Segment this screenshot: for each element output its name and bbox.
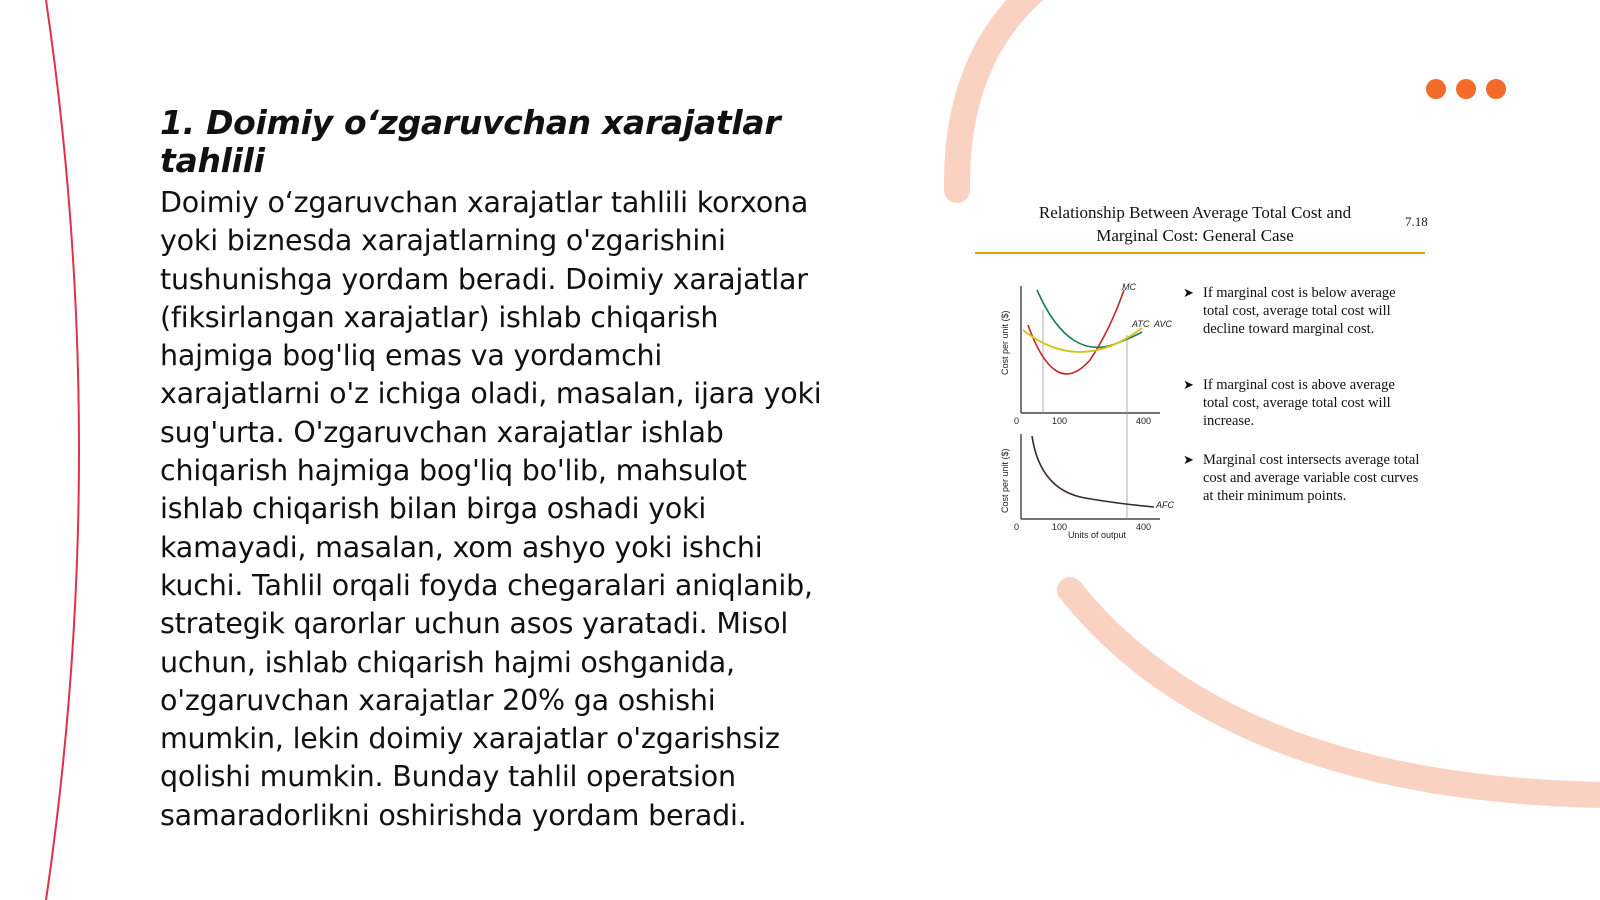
bottom-x-tick-100: 100 (1052, 522, 1068, 532)
left-accent-line (46, 0, 79, 900)
x-axis-label: Units of output (1068, 530, 1127, 540)
figure-number: 7.18 (1405, 214, 1428, 229)
figure-title (970, 201, 1420, 247)
bottom-y-axis-label: Cost per unit ($) (1000, 448, 1010, 513)
bullet-item (1183, 451, 1423, 505)
three-dots-icon (1426, 79, 1506, 99)
avc-curve (1023, 328, 1142, 352)
dot (1486, 79, 1506, 99)
atc-label: ATC (1132, 319, 1150, 329)
top-y-axis-label: Cost per unit ($) (1000, 310, 1010, 375)
mc-label: MC (1122, 282, 1136, 292)
slide-title: 1. Doimiy o‘zgaruvchan xarajatlar tahlili (160, 103, 781, 180)
decorative-arc (957, 0, 1035, 190)
figure-divider (975, 252, 1425, 254)
bottom-origin-label: 0 (1014, 522, 1020, 532)
bullet-text: If marginal cost is below average total cost, average total cost will decline toward marginal cost. (1203, 285, 1396, 337)
bottom-x-tick-400: 400 (1136, 522, 1152, 532)
bullet-item (1183, 284, 1423, 338)
arrow-bullet-icon: ➤ (1183, 377, 1194, 392)
cost-curves-figure (970, 190, 1440, 560)
slide-body-text: Doimiy o‘zgaruvchan xarajatlar tahlili korxona yoki biznesda xarajatlarning o'zgarishini tushunishga yordam beradi. Doimiy xarajatlar (fiksirlangan xarajatlar) ishlab chiqarish hajmiga bog'liq emas va yordamchi xarajatlarni o'z ichiga oladi, masalan, ijara yoki sug'urta. O'zgaruvchan xarajatlar ishlab chiqarish hajmiga bog'liq bo'lib, mahsulot ishlab chiqarish bilan birga oshadi yoki kamayadi, masalan, xom ashyo yoki ishchi kuchi. Tahlil orqali foyda chegaralari aniqlanib, strategik qarorlar uchun asos yaratadi. Misol uchun, ishlab chiqarish hajmi oshganida, o'zgaruvchan xarajatlar 20% ga oshishi mumkin, lekin doimiy xarajatlar o'zgarishsiz qolishi mumkin. Bunday tahlil operatsion samaradorlikni oshirishda yordam beradi. (160, 186, 822, 832)
bullet-item (1183, 376, 1423, 430)
bullet-text: Marginal cost intersects average total cost and average variable cost curves at their minimum points. (1203, 452, 1420, 504)
cost-curves-graph (970, 270, 1200, 560)
top-origin-label: 0 (1014, 416, 1020, 426)
arrow-bullet-icon: ➤ (1183, 285, 1194, 300)
top-x-tick-100: 100 (1052, 416, 1068, 426)
arrow-bullet-icon: ➤ (1183, 452, 1194, 467)
figure-title-line-1: Relationship Between Average Total Cost and (1038, 203, 1352, 222)
dot (1426, 79, 1446, 99)
avc-label: AVC (1154, 319, 1173, 329)
decorative-arc-lower (1070, 590, 1600, 795)
figure-title-line-2: Marginal Cost: General Case (1096, 226, 1294, 245)
afc-curve (1032, 436, 1154, 507)
top-x-tick-400: 400 (1136, 416, 1152, 426)
afc-label: AFC (1156, 500, 1174, 510)
dot (1456, 79, 1476, 99)
bullet-text: If marginal cost is above average total cost, average total cost will increase. (1203, 377, 1395, 429)
